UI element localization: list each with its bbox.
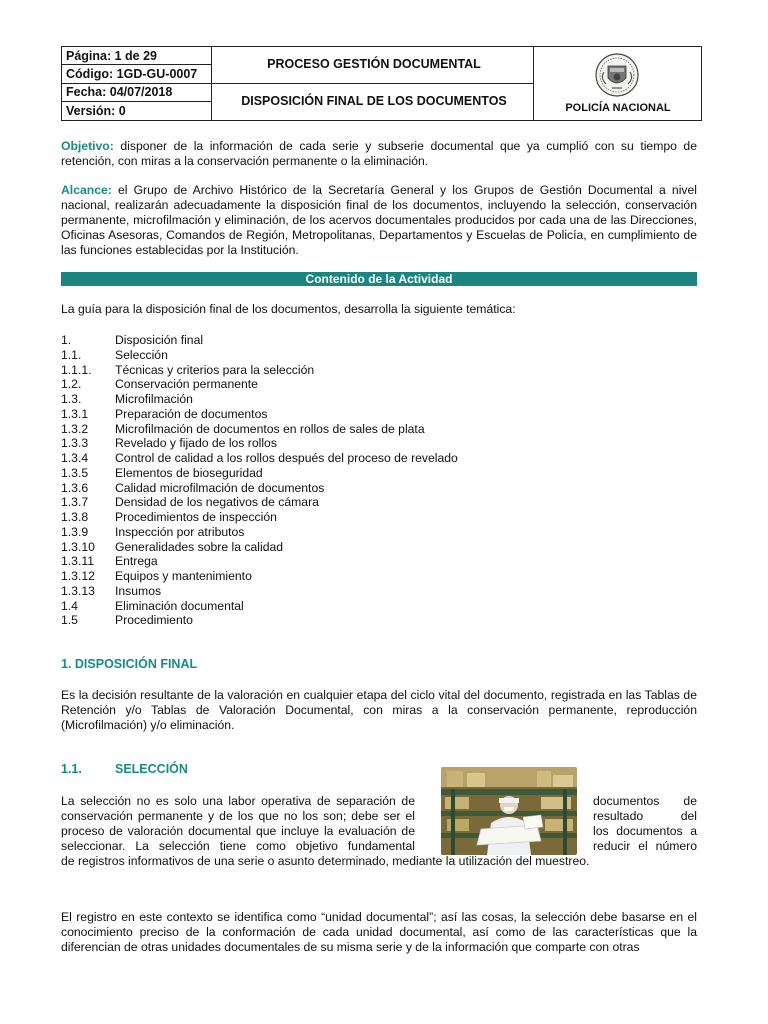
selection-last-line: de registros informativos de una serie o asunto determinado, mediante la utilización del muestreo. — [61, 854, 590, 868]
toc-item-title: Calidad microfilmación de documentos — [115, 480, 325, 495]
toc-item-number: 1.3.10 — [61, 539, 95, 554]
toc-item-title: Revelado y fijado de los rollos — [115, 436, 277, 451]
toc-item-number: 1.3.5 — [61, 465, 89, 480]
toc-item-number: 1.1.1. — [61, 362, 92, 377]
police-seal-logo — [594, 52, 640, 98]
toc-item-title: Técnicas y criterios para la selección — [115, 362, 315, 377]
section-heading-final-disposition: 1. DISPOSICIÓN FINAL — [61, 657, 198, 671]
toc-item-number: 1.4 — [61, 598, 78, 613]
toc-item-number: 1. — [61, 333, 72, 347]
section1-paragraph: Es la decisión resultante de la valoración en cualquier etapa del ciclo vital del documento, registrada en las Tablas de Retención y/o Tablas de Valoración Documental, con miras a la conservación permanente, reproducción (Microfilmación) y/o eliminación. — [61, 688, 697, 732]
selection-right-line: reducir el número — [593, 839, 697, 853]
toc-item-number: 1.3.7 — [61, 495, 89, 510]
toc-item-title: Disposición final — [115, 333, 204, 347]
section-number-1-1: 1.1. — [61, 762, 82, 776]
toc-item-number: 1.3.3 — [61, 436, 89, 451]
toc-item-number: 1.3.12 — [61, 569, 95, 583]
scope-label: Alcance: — [61, 183, 112, 197]
toc-item-number: 1.3.6 — [61, 480, 89, 495]
toc-item-number: 1.5 — [61, 613, 78, 628]
document-code: Código: 1GD-GU-0007 — [66, 67, 198, 81]
toc-item-title: Microfilmación — [115, 392, 193, 406]
objective-text: disponer de la información de cada serie y subserie documental que ya cumplió con su tiempo de retención, con miras a la conservación permanente o la eliminación. — [61, 139, 697, 168]
toc-item-number: 1.3.8 — [61, 510, 89, 524]
selection-right-column — [593, 794, 697, 854]
document-header-table — [61, 46, 702, 121]
toc-item-title: Eliminación documental — [115, 598, 244, 613]
toc-item-title: Elementos de bioseguridad — [115, 465, 263, 480]
objective-paragraph — [61, 139, 697, 169]
toc-item-title: Control de calidad a los rollos después del proceso de revelado — [115, 451, 458, 465]
section-heading-selection: SELECCIÓN — [115, 762, 188, 776]
organization-name: POLICÍA NACIONAL — [565, 102, 671, 114]
unit-paragraph: El registro en este contexto se identifica como “unidad documental”; así las cosas, la selección debe basarse en el conocimiento preciso de la conformación de cada unidad documental, así como de las características que la diferencian de otras unidades documentales de su misma serie y de la información que comparte con otras — [61, 910, 697, 954]
toc-item-number: 1.3.13 — [61, 583, 95, 598]
toc-item-title: Equipos y mantenimiento — [115, 569, 252, 583]
toc-item-title: Conservación permanente — [115, 377, 258, 392]
objective-label: Objetivo: — [61, 139, 114, 153]
section-bar-activity-content: Contenido de la Actividad — [61, 272, 697, 286]
toc-item-number: 1.3.11 — [61, 554, 94, 569]
document-date: Fecha: 04/07/2018 — [66, 85, 173, 99]
toc-item-title: Generalidades sobre la calidad — [115, 539, 284, 554]
scope-paragraph — [61, 183, 697, 258]
toc-item-number: 1.3.1 — [61, 406, 89, 421]
process-title: PROCESO GESTIÓN DOCUMENTAL — [267, 57, 481, 71]
selection-right-line: resultado del — [593, 809, 697, 823]
toc-item-number: 1.2. — [61, 377, 82, 392]
document-title: DISPOSICIÓN FINAL DE LOS DOCUMENTOS — [241, 94, 507, 108]
toc-item-title: Densidad de los negativos de cámara — [115, 495, 319, 510]
selection-left-line: proceso de valoración documental que incluye la evaluación de — [61, 824, 415, 838]
worker-with-documents-photo — [441, 767, 577, 855]
toc-item-number: 1.1. — [61, 347, 82, 362]
toc-item-number: 1.3. — [61, 392, 82, 406]
document-version: Versión: 0 — [66, 104, 126, 118]
toc-item-title: Insumos — [115, 583, 162, 598]
selection-left-line: La selección no es solo una labor operativa de separación de — [61, 794, 415, 808]
toc-item-title: Preparación de documentos — [115, 406, 268, 421]
toc-item-title: Procedimientos de inspección — [115, 510, 277, 524]
toc-item-title: Entrega — [115, 554, 158, 569]
toc-item-number: 1.3.2 — [61, 421, 89, 436]
scope-text: el Grupo de Archivo Histórico de la Secretaría General y los Grupos de Gestión Documental a nivel nacional, realizarán adecuadamente la disposición final de los documentos, incluyendo la selección, conservación permanente, microfilmación y eliminación, de los acervos documentales producidos por cada una de las Direcciones, Oficinas Asesoras, Comandos de Región, Metropolitanas, Departamentos y Escuelas de Policía, en cumplimiento de las funciones establecidas por la Institución. — [61, 183, 697, 257]
intro-text: La guía para la disposición final de los documentos, desarrolla la siguiente temática: — [61, 302, 516, 316]
selection-right-line: documentos de — [593, 794, 697, 808]
selection-left-column — [61, 794, 415, 854]
selection-left-line: conservación permanente y de los que no los son; debe ser el — [61, 809, 415, 823]
toc-item-title: Microfilmación de documentos en rollos de sales de plata — [115, 421, 425, 436]
selection-right-line: los documentos a — [593, 824, 697, 838]
toc-item-title: Selección — [115, 347, 168, 362]
toc-item-title: Inspección por atributos — [115, 524, 245, 539]
toc-item-number: 1.3.9 — [61, 524, 89, 539]
toc-item-title: Procedimiento — [115, 613, 193, 628]
toc-item-number: 1.3.4 — [61, 451, 89, 465]
selection-left-line: seleccionar. La selección tiene como objetivo fundamental — [61, 839, 415, 853]
page-number: Página: 1 de 29 — [66, 49, 158, 63]
